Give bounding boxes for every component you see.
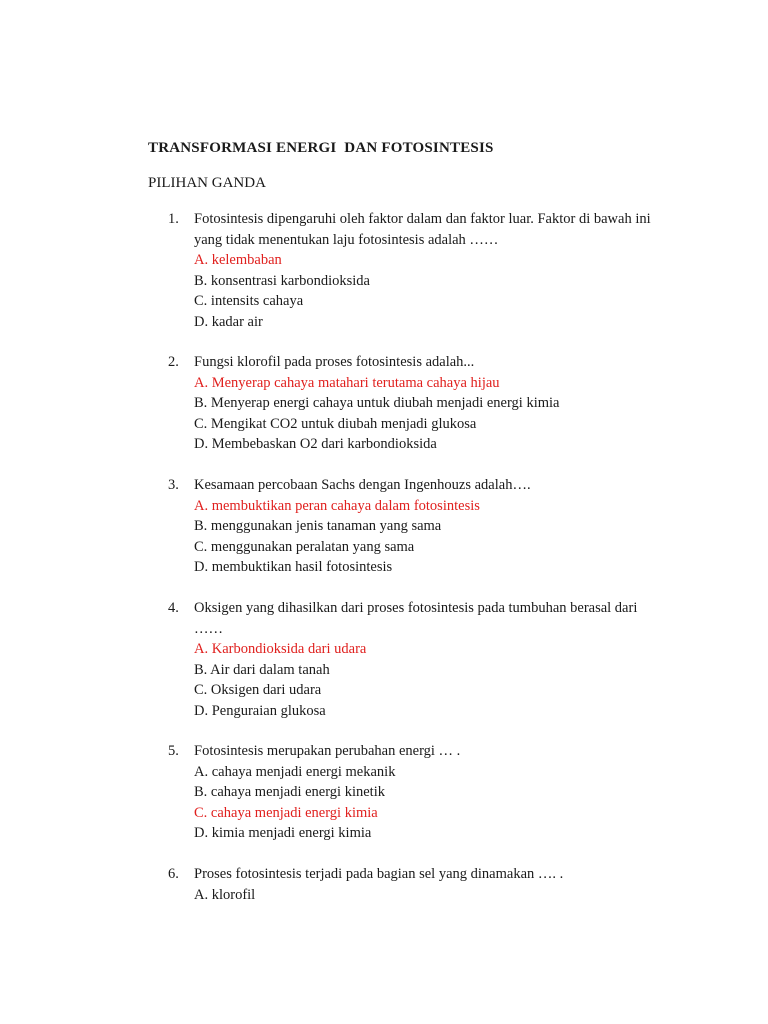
question-number: 4.: [168, 600, 179, 616]
question-number: 6.: [168, 866, 179, 882]
option-c: C. Oksigen dari udara: [194, 682, 322, 698]
document-title: TRANSFORMASI ENERGI DAN FOTOSINTESIS: [148, 140, 494, 156]
question-number: 1.: [168, 211, 179, 227]
option-c: C. intensits cahaya: [194, 293, 304, 309]
option-b: B. menggunakan jenis tanaman yang sama: [194, 518, 442, 534]
option-c: C. cahaya menjadi energi kimia: [194, 804, 378, 821]
option-b: B. konsentrasi karbondioksida: [194, 272, 370, 289]
question-body: [194, 352, 654, 455]
question-text: Proses fotosintesis terjadi pada bagian sel yang dinamakan …. .: [194, 866, 564, 882]
option-b: B. Menyerap energi cahaya untuk diubah menjadi energi kimia: [194, 395, 560, 411]
question-body: [194, 741, 654, 844]
question-body: [194, 598, 654, 721]
option-a: A. Menyerap cahaya matahari terutama cahaya hijau: [194, 374, 500, 391]
option-a: A. membuktikan peran cahaya dalam fotosintesis: [194, 497, 480, 514]
option-d: D. Penguraian glukosa: [194, 702, 326, 719]
question-number: 5.: [168, 743, 179, 759]
section-title: PILIHAN GANDA: [148, 175, 266, 191]
option-d: D. kimia menjadi energi kimia: [194, 825, 372, 841]
option-b: B. cahaya menjadi energi kinetik: [194, 784, 385, 800]
option-c: C. Mengikat CO2 untuk diubah menjadi glukosa: [194, 415, 477, 432]
option-a: A. kelembaban: [194, 252, 282, 268]
question-body: [194, 209, 654, 332]
option-a: A. cahaya menjadi energi mekanik: [194, 763, 396, 780]
question-body: [194, 864, 654, 905]
option-a: A. Karbondioksida dari udara: [194, 641, 367, 657]
question-text: Fotosintesis dipengaruhi oleh faktor dalam dan faktor luar. Faktor di bawah ini yang tidak menentukan laju fotosintesis adalah ……: [194, 211, 651, 248]
question-text: Oksigen yang dihasilkan dari proses fotosintesis pada tumbuhan berasal dari ……: [194, 600, 638, 637]
option-d: D. membuktikan hasil fotosintesis: [194, 559, 393, 575]
option-d: D. kadar air: [194, 313, 263, 330]
option-a: A. klorofil: [194, 886, 256, 903]
question-text: Kesamaan percobaan Sachs dengan Ingenhouzs adalah….: [194, 477, 531, 493]
option-b: B. Air dari dalam tanah: [194, 661, 330, 678]
question-number: 3.: [168, 477, 179, 493]
question-text: Fungsi klorofil pada proses fotosintesis adalah...: [194, 354, 475, 370]
question-body: [194, 475, 654, 578]
option-d: D. Membebaskan O2 dari karbondioksida: [194, 436, 437, 452]
option-c: C. menggunakan peralatan yang sama: [194, 538, 415, 555]
question-number: 2.: [168, 354, 179, 370]
question-text: Fotosintesis merupakan perubahan energi … .: [194, 743, 461, 759]
